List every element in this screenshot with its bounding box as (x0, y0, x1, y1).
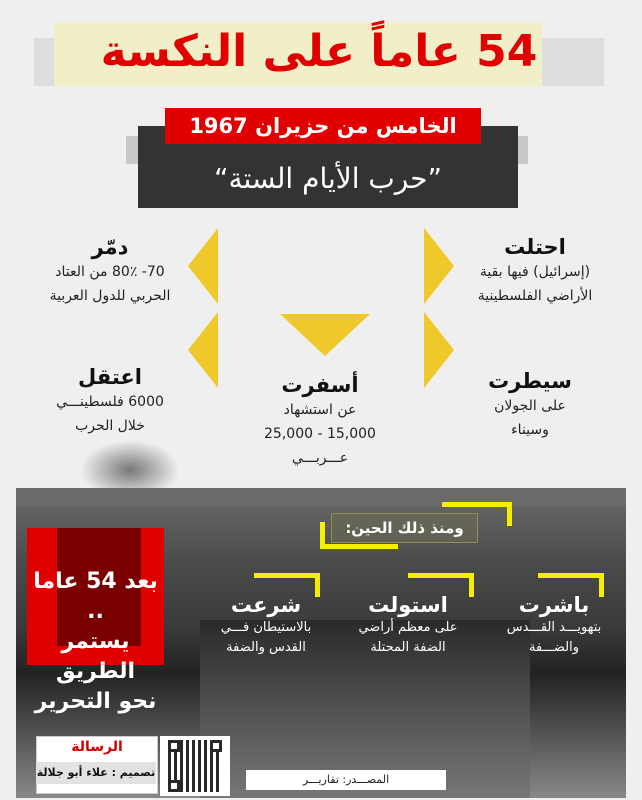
fact-title: أسفرت (281, 373, 359, 397)
slogan-line: يستمر الطريق (55, 629, 135, 684)
fact-destroyed (30, 234, 190, 308)
designer-credit: تصميم : علاء أبو جلالة (36, 762, 156, 784)
action-line: القدس والضفة (226, 640, 306, 655)
fact-line: 15,000 - 25,000 (264, 426, 376, 442)
qr-code[interactable] (160, 736, 230, 796)
page-title: 54 عاماً على النكسة (100, 26, 538, 77)
fact-line: على الجولان (494, 398, 566, 414)
fact-line: وسيناء (511, 422, 549, 438)
action-title: شرعت (230, 593, 302, 617)
brand-logo: الرسالة (71, 739, 123, 755)
arrow-down-icon (280, 314, 370, 356)
bracket-decoration (320, 522, 325, 546)
war-name: ”حرب الأيام الستة“ (213, 162, 443, 195)
action-seized (340, 592, 476, 658)
fact-line: عـــربـــي (291, 450, 349, 466)
action-line: الضفة المحتلة (370, 640, 446, 655)
arrow-right-icon (424, 228, 454, 304)
fact-line: عن استشهاد (283, 402, 357, 418)
fact-line: الأراضي الفلسطينية (477, 288, 593, 304)
fact-occupied (455, 234, 615, 308)
fact-title: احتلت (504, 235, 566, 259)
fact-title: سيطرت (488, 369, 572, 393)
photo-top-band (16, 488, 626, 506)
arrow-right-icon (424, 312, 454, 388)
action-line: والضـــفة (528, 640, 580, 655)
source-label: المصـــدر: تقاريـــر (246, 770, 446, 790)
fact-title: دمّر (91, 235, 129, 259)
fact-title: اعتقل (78, 365, 142, 389)
bracket-decoration (538, 573, 604, 578)
action-title: استولت (368, 593, 448, 617)
action-settlement (206, 592, 326, 658)
bracket-decoration (507, 502, 512, 526)
fact-resulted (260, 372, 380, 470)
bracket-decoration (320, 544, 398, 549)
fact-line: الحربي للدول العربية (49, 288, 171, 304)
slogan-line: بعد 54 عاما .. (33, 569, 158, 624)
action-title: باشرت (518, 593, 590, 617)
fact-line: خلال الحرب (75, 418, 145, 434)
fact-line: 70- 80٪ من العتاد (55, 264, 165, 280)
arrow-left-icon (188, 228, 218, 304)
action-line: على معظم أراضي (358, 620, 458, 635)
action-line: بتهويـــد القـــدس (506, 620, 602, 635)
fact-controlled (470, 368, 590, 442)
bracket-decoration (442, 502, 512, 507)
arrow-left-icon (188, 312, 218, 388)
fact-line: 6000 فلسطينـــي (56, 394, 164, 410)
fact-arrested (40, 364, 180, 438)
since-label: ومنذ ذلك الحين: (331, 513, 478, 543)
slogan-text (27, 567, 164, 717)
qr-code-icon (168, 740, 222, 792)
slogan-line: نحو التحرير (34, 689, 157, 714)
action-line: بالاستيطان فـــي (220, 620, 312, 635)
bracket-decoration (254, 573, 320, 578)
bracket-decoration (408, 573, 474, 578)
action-judaization (486, 592, 622, 658)
fact-line: (إسرائيل) فيها بقية (479, 264, 591, 280)
date-banner: الخامس من حزيران 1967 (165, 108, 481, 144)
